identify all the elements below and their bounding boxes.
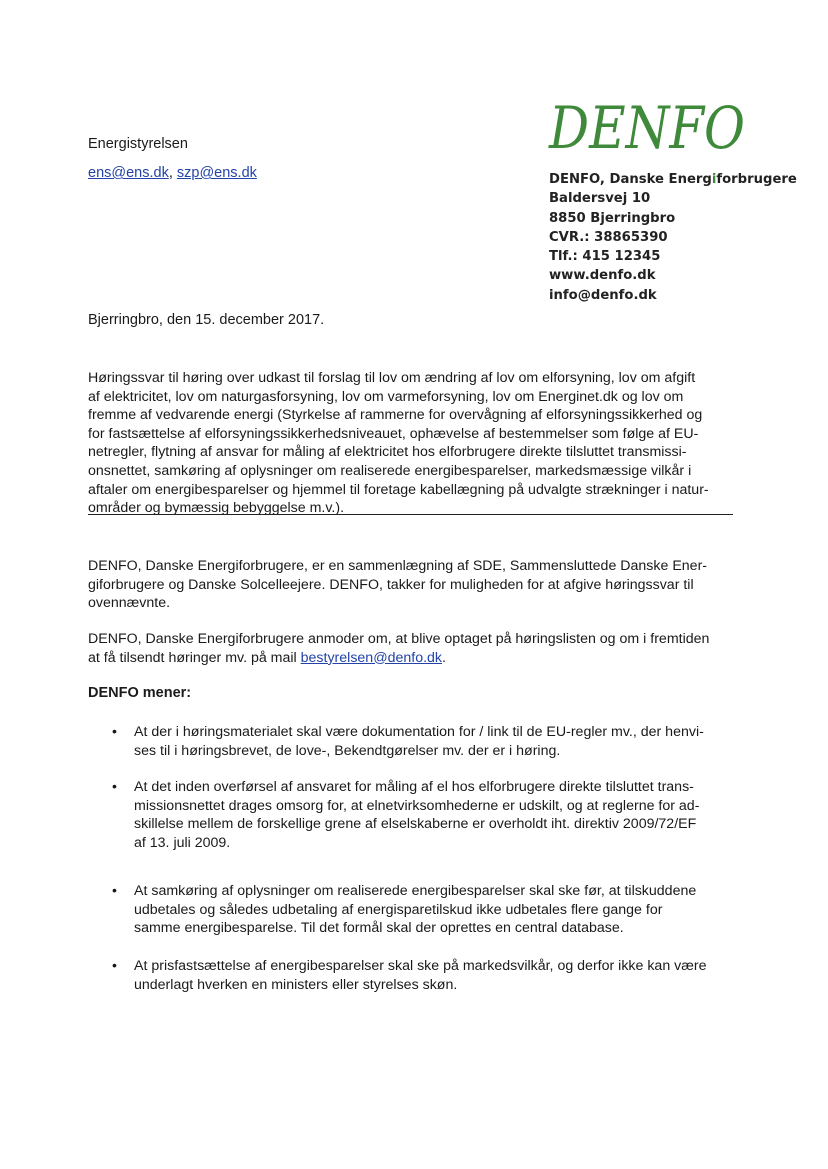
intro-paragraph: [88, 557, 738, 613]
subject-line: områder og bymæssig bebyggelse m.v.).: [88, 500, 345, 517]
intro-line: ovennævnte.: [88, 595, 171, 612]
bullet-text: [134, 957, 744, 994]
board-email-link[interactable]: bestyrelsen@denfo.dk: [300, 649, 443, 666]
subject-line: af elektricitet, lov om naturgasforsyning, lov om varmeforsyning, lov om Energinet.dk og lov om: [88, 388, 684, 405]
bullet-line: samme energibesparelse. Til det formål skal der oprettes en central database.: [134, 920, 624, 937]
bullet-line: ses til i høringsbrevet, de love-, Bekendtgørelser mv. der er i høring.: [134, 742, 561, 759]
subject-line: fremme af vedvarende energi (Styrkelse af rammerne for overvågning af elforsyningssikkerhed og: [88, 407, 703, 424]
request-line-end: .: [442, 649, 446, 666]
bullet-line: underlagt hverken en ministers eller styrelses skøn.: [134, 976, 458, 993]
subject-line: Høringssvar til høring over udkast til forslag til lov om ændring af lov om elforsyning, lov om afgift: [88, 370, 696, 386]
sender-block: [549, 170, 797, 305]
sender-cvr: CVR.: 38865390: [549, 229, 668, 245]
intro-line: giforbrugere og Danske Solcelleejere. DENFO, takker for muligheden for at afgive høringssvar til: [88, 576, 694, 593]
bullet-line: At prisfastsættelse af energibesparelser skal ske på markedsvilkår, og derfor ikke kan være: [134, 958, 707, 974]
bullet-line: af 13. juli 2009.: [134, 834, 231, 851]
sender-name-suffix: forbrugere: [716, 172, 797, 187]
recipient-name: Energistyrelsen: [88, 136, 188, 152]
bullet-line: udbetales og således udbetaling af energisparetilskud ikke udbetales flere gange for: [134, 901, 663, 918]
request-line: [88, 649, 738, 668]
subject-line: aftaler om energibesparelser og hjemmel til foretage kabellægning på udvalgte strækninger i natur-: [88, 481, 709, 498]
subject-divider: [88, 514, 733, 515]
sender-name: [549, 170, 797, 189]
subject-paragraph: [88, 369, 738, 518]
bullet-line: At der i høringsmaterialet skal være dokumentation for / link til de EU-regler mv., der henvi-: [134, 724, 704, 740]
bullet-text: [134, 882, 744, 938]
sender-web[interactable]: www.denfo.dk: [549, 268, 656, 284]
request-line: DENFO, Danske Energiforbrugere anmoder om, at blive optaget på høringslisten og om i fremtiden: [88, 631, 710, 647]
bullet-icon: •: [112, 724, 117, 740]
request-paragraph: [88, 630, 738, 667]
bullet-line: At det inden overførsel af ansvaret for måling af el hos elforbrugere direkte tilsluttet trans-: [134, 779, 694, 795]
logo-text: DENFO: [548, 94, 745, 162]
bullet-line: At samkøring af oplysninger om realiserede energibesparelser skal ske før, at tilskuddene: [134, 883, 697, 899]
subject-line: for fastsættelse af elforsyningssikkerhedsniveauet, ophævelse af bestemmelser som følge af EU-: [88, 425, 699, 442]
bullet-icon: •: [112, 883, 117, 899]
bullet-text: [134, 778, 744, 852]
bullet-line: missionsnettet drages omsorg for, at elnetvirksomhederne er udskilt, og at reglerne for ad-: [134, 797, 700, 814]
email-separator: ,: [168, 165, 177, 181]
opinion-heading: DENFO mener:: [88, 685, 192, 701]
bullet-icon: •: [112, 958, 117, 974]
sender-name-accent: i: [711, 172, 717, 187]
recipient-emails: [88, 165, 257, 181]
bullet-text: [134, 723, 744, 760]
sender-phone: Tlf.: 415 12345: [549, 249, 661, 265]
bullet-line: skillelse mellem de forskellige grene af elselskaberne er overholdt iht. direktiv 2009/72/EF: [134, 816, 697, 833]
date-line: Bjerringbro, den 15. december 2017.: [88, 312, 325, 328]
email-link-szp[interactable]: szp@ens.dk: [176, 165, 257, 181]
denfo-logo: [547, 92, 747, 162]
sender-email[interactable]: info@denfo.dk: [549, 287, 657, 303]
subject-line: netregler, flytning af ansvar for måling af elektricitet hos elforbrugere direkte tilsluttet transmissi-: [88, 444, 687, 461]
intro-line: DENFO, Danske Energiforbrugere, er en sammenlægning af SDE, Sammensluttede Danske Ener-: [88, 558, 708, 574]
sender-address: Baldersvej 10: [549, 191, 651, 207]
sender-city: 8850 Bjerringbro: [549, 210, 676, 226]
email-link-ens[interactable]: ens@ens.dk: [88, 165, 169, 181]
subject-line: onsnettet, samkøring af oplysninger om realiserede energibesparelser, markedsmæssige vilkår i: [88, 462, 692, 479]
sender-name-prefix: DENFO, Danske Energ: [549, 172, 712, 187]
request-line-text: at få tilsendt høringer mv. på mail: [88, 649, 301, 666]
bullet-icon: •: [112, 779, 117, 795]
